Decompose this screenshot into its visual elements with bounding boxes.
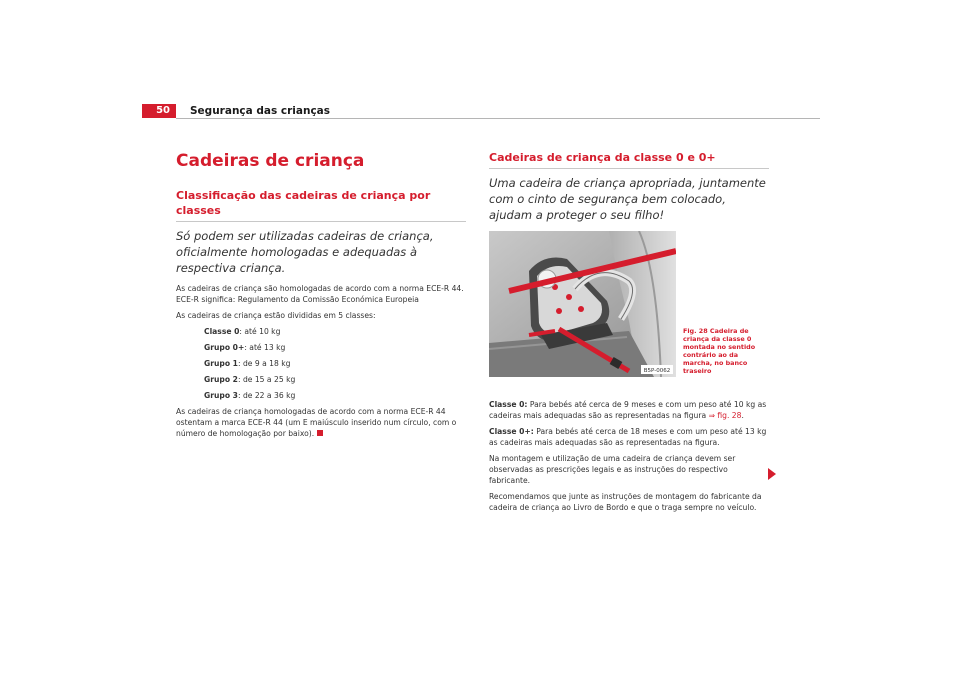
class-item bbox=[204, 390, 466, 401]
class-value: : até 10 kg bbox=[239, 327, 281, 336]
lead-text: Uma cadeira de criança apropriada, juntamente com o cinto de segurança bem colocado, ajudam a proteger o seu filho! bbox=[489, 176, 766, 222]
page-title: Cadeiras de criança bbox=[176, 151, 365, 171]
paragraph bbox=[489, 399, 769, 421]
class-value: : de 15 a 25 kg bbox=[237, 375, 296, 384]
square-end-icon bbox=[317, 430, 323, 436]
section-heading-classification: Classificação das cadeiras de criança por classes bbox=[176, 188, 466, 222]
class-item bbox=[204, 374, 466, 385]
paragraph-end: . bbox=[741, 411, 744, 420]
class-item bbox=[204, 326, 466, 337]
class-name: Grupo 1 bbox=[204, 359, 238, 368]
child-seat-figure bbox=[489, 231, 676, 377]
page-number: 50 bbox=[142, 104, 176, 118]
lead-text: Só podem ser utilizadas cadeiras de criança, oficialmente homologadas e adequadas à respectiva criança. bbox=[176, 229, 434, 275]
paragraph: As cadeiras de criança estão divididas em 5 classes: bbox=[176, 311, 376, 320]
paragraph-label: Classe 0: bbox=[489, 400, 528, 409]
paragraph bbox=[489, 426, 769, 448]
paragraph: Na montagem e utilização de uma cadeira de criança devem ser observadas as prescrições legais e as instruções do respectivo fabricante. bbox=[489, 454, 736, 485]
class-value: : de 22 a 36 kg bbox=[237, 391, 296, 400]
paragraph-label: Classe 0+: bbox=[489, 427, 534, 436]
paragraph-text: Para bebés até cerca de 9 meses e com um peso até 10 kg as cadeiras mais adequadas são as representadas na figura bbox=[489, 400, 767, 420]
figure-code: B5P-0062 bbox=[643, 368, 671, 374]
running-header: Segurança das crianças bbox=[190, 105, 331, 117]
figure-caption: Fig. 28 Cadeira de criança da classe 0 montada no sentido contrário ao da marcha, no banco traseiro bbox=[683, 327, 756, 375]
class-name: Classe 0 bbox=[204, 327, 240, 336]
left-column bbox=[176, 150, 466, 444]
arrow-right-icon bbox=[768, 468, 776, 480]
right-column bbox=[489, 150, 769, 518]
class-value: : de 9 a 18 kg bbox=[237, 359, 291, 368]
figure-block bbox=[489, 231, 769, 377]
paragraph bbox=[176, 406, 466, 439]
paragraph-text: As cadeiras de criança homologadas de acordo com a norma ECE-R 44 ostentam a marca ECE-R 44 (um E maiúsculo inserido num círculo, com o número de homologação por baixo). bbox=[176, 407, 457, 438]
figure-reference-link[interactable]: ⇒ fig. 28 bbox=[708, 411, 742, 420]
class-value: : até 13 kg bbox=[244, 343, 286, 352]
paragraph: As cadeiras de criança são homologadas de acordo com a norma ECE-R 44. ECE-R significa: Regulamento da Comissão Económica Europeia bbox=[176, 284, 464, 304]
section-heading-class0: Cadeiras de criança da classe 0 e 0+ bbox=[489, 150, 769, 169]
class-item bbox=[204, 342, 466, 353]
class-name: Grupo 2 bbox=[204, 375, 238, 384]
class-name: Grupo 0+ bbox=[204, 343, 245, 352]
paragraph-text: Para bebés até cerca de 18 meses e com um peso até 13 kg as cadeiras mais adequadas são as representadas na figura. bbox=[489, 427, 767, 447]
class-item bbox=[204, 358, 466, 369]
class-name: Grupo 3 bbox=[204, 391, 238, 400]
paragraph: Recomendamos que junte as instruções de montagem do fabricante da cadeira de criança ao Livro de Bordo e que o traga sempre no veículo. bbox=[489, 492, 762, 512]
header-rule bbox=[176, 118, 820, 119]
